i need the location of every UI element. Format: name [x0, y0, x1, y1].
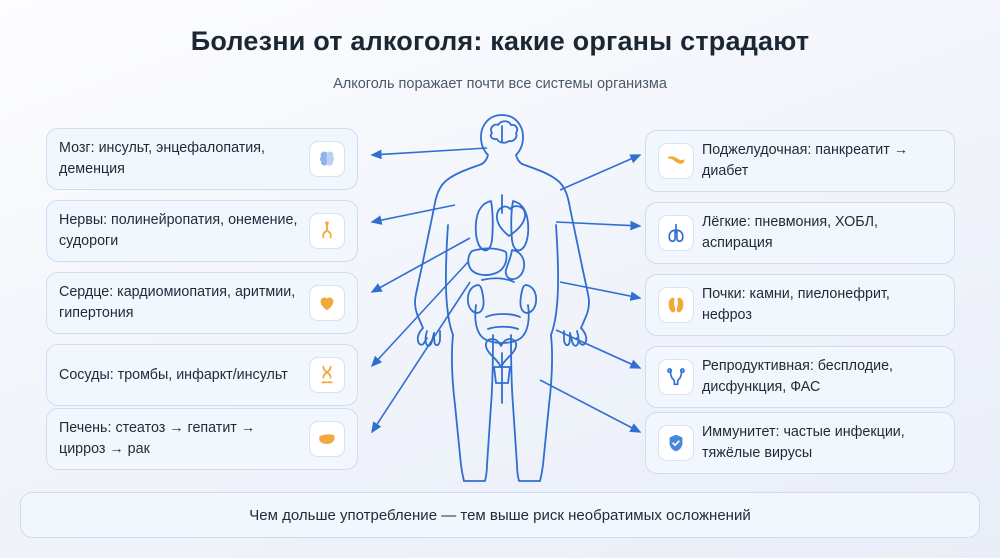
card-kidneys[interactable]: [645, 274, 955, 336]
human-body-diagram: [360, 105, 645, 485]
card-nerves[interactable]: [46, 200, 358, 262]
nerve-icon: [309, 213, 345, 249]
brain-icon: [309, 141, 345, 177]
card-vessels-label: Сосуды: тромбы, инфаркт/инсульт: [59, 366, 288, 383]
card-reproductive[interactable]: [645, 346, 955, 408]
shield-icon: [658, 425, 694, 461]
footer-banner: [20, 492, 980, 538]
lungs-icon: [658, 215, 694, 251]
card-heart[interactable]: [46, 272, 358, 334]
card-brain[interactable]: [46, 128, 358, 190]
card-heart-label: Сердце: кардиомиопатия, аритмии, гипертония: [59, 284, 296, 321]
card-reproductive-label: Репродуктивная: бесплодие, дисфункция, ФАС: [702, 358, 894, 395]
page-title: Болезни от алкоголя: какие органы страдают: [190, 26, 810, 56]
liver-icon: [309, 421, 345, 457]
kidneys-icon: [658, 287, 694, 323]
pancreas-icon: [658, 143, 694, 179]
uterus-icon: [658, 359, 694, 395]
vessel-icon: [309, 357, 345, 393]
heart-icon: [309, 285, 345, 321]
card-vessels[interactable]: [46, 344, 358, 406]
card-liver-label: Печень: стеатоз → гепатит → цирроз → рак: [59, 420, 256, 457]
page-subtitle: Алкоголь поражает почти все системы организма: [333, 76, 667, 92]
card-immune-label: Иммунитет: частые инфекции, тяжёлые вирусы: [702, 424, 905, 461]
footer-label: Чем дольше употребление — тем выше риск необратимых осложнений: [249, 506, 751, 524]
card-immune[interactable]: [645, 412, 955, 474]
card-nerves-label: Нервы: полинейропатия, онемение, судороги: [59, 212, 298, 249]
card-lungs-label: Лёгкие: пневмония, ХОБЛ, аспирация: [702, 214, 878, 251]
card-brain-label: Мозг: инсульт, энцефалопатия, деменция: [59, 140, 265, 177]
card-pancreas-label: Поджелудочная: панкреатит → диабет: [702, 142, 909, 179]
card-pancreas[interactable]: [645, 130, 955, 192]
card-lungs[interactable]: [645, 202, 955, 264]
card-kidneys-label: Почки: камни, пиелонефрит, нефроз: [702, 286, 890, 323]
card-liver[interactable]: [46, 408, 358, 470]
